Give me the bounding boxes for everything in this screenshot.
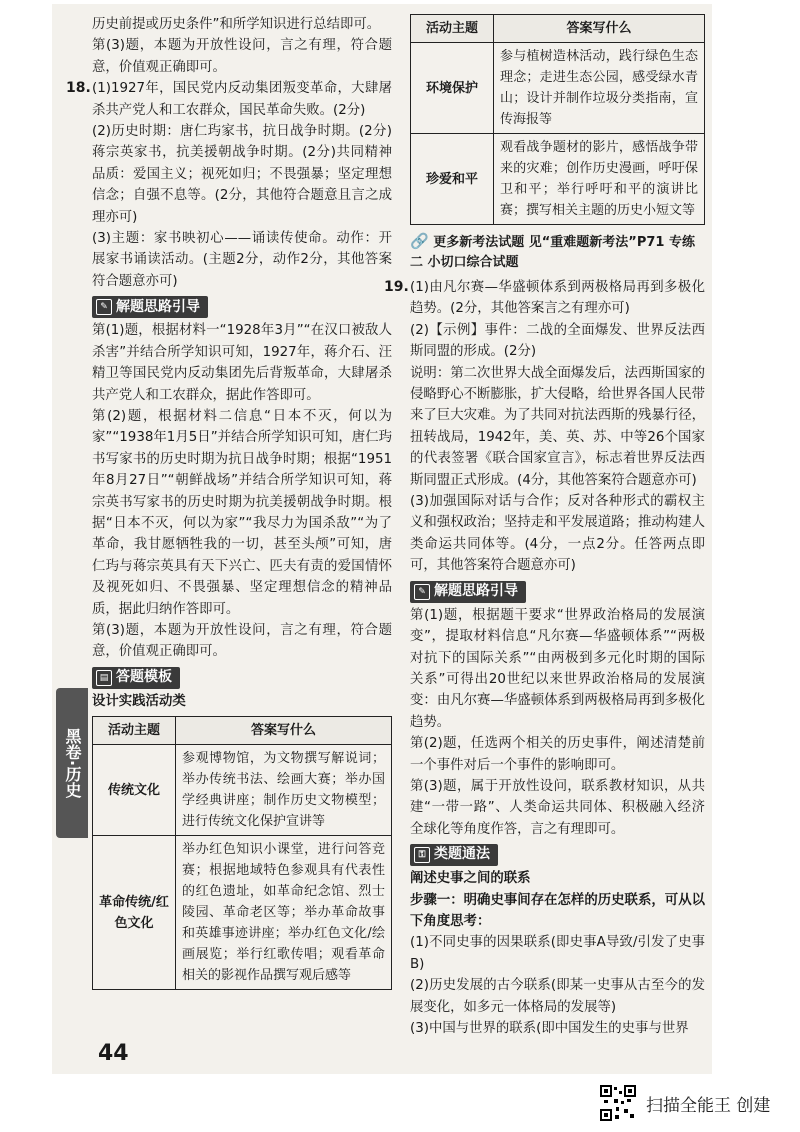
table-cell-answer: 参与植树造林活动，践行绿色生态理念；走进生态公园，感受绿水青山；设计并制作垃圾分类指南，宣传海报等 [494,43,705,134]
more-questions-text: 更多新考法试题 见“重难题新考法”P71 专练二 小切口综合试题 [410,235,695,270]
method-label: 类题通法 [434,846,490,863]
guide-paragraph-1: 第(1)题，根据题干要求“世界政治格局的发展演变”，提取材料信息“凡尔赛—华盛顿体系”“两极对抗下的国际关系”“由两极到多元化时期的国际关系”可得出20世纪以来世界政治格局的发展演变：由凡尔赛—华盛顿体系到两极格局再到多极化趋势。 [410,607,705,730]
watermark-text: 扫描全能王 创建 [646,1095,771,1116]
intro-paragraph-2: 第(3)题，本题为开放性设问，言之有理，符合题意，价值观正确即可。 [92,38,392,75]
table-cell-answer: 参观博物馆，为文物撰写解说词；举办传统书法、绘画大赛；举办国学经典讲座；制作历史文物模型；进行传统文化保护宣讲等 [176,745,392,836]
book-icon: ▤ [96,670,112,686]
side-tab: 黑卷·历史 [56,688,88,838]
q19-answer-1: (1)由凡尔赛—华盛顿体系到两极格局再到多极化趋势。(2分，其他答案言之有理亦可) [410,280,705,317]
table-row [93,836,392,990]
table-header-answer: 答案写什么 [494,15,705,43]
table-header-theme: 活动主题 [411,15,494,43]
template-header [92,667,180,689]
table-cell-answer: 观看战争题材的影片，感悟战争带来的灾难；创作历史漫画，呼吁保卫和平；举行呼吁和平的演讲比赛；撰写相关主题的历史小短文等 [494,134,705,225]
q18-answer-3: (3)主题：家书映初心——诵读传使命。动作：开展家书诵读活动。(主题2分，动作2分，其他答案符合题意亦可) [92,231,392,289]
guide-paragraph-2: 第(2)题，任选两个相关的历史事件，阐述清楚前一个事件对后一个事件的影响即可。 [410,736,705,773]
method-header [410,844,498,866]
qr-code-icon [600,1085,636,1121]
table-row [93,745,392,836]
intro-paragraph-1: 历史前提或历史条件”和所学知识进行总结即可。 [92,17,381,32]
table-row [411,43,705,134]
question-18-number: 18. [66,80,91,97]
q18-answer-2: (2)历史时期：唐仁玙家书，抗日战争时期。(2分)蒋宗英家书，抗美援朝战争时期。(2分)共同精神品质：爱国主义；视死如归；不畏强暴；坚定理想信念；自强不息等。(2分，其他符合题意且言之成理亦可) [92,124,392,225]
method-item-1: (1)不同史事的因果联系(即史事A导致/引发了史事B) [410,935,705,972]
right-column [384,14,705,1039]
q19-answer-2: (2)【示例】事件：二战的全面爆发、世界反法西斯同盟的形成。(2分) [410,322,705,360]
more-questions-note [410,231,705,273]
table-cell-theme: 环境保护 [411,43,494,134]
table-header-answer: 答案写什么 [176,717,392,745]
pencil-icon: ✎ [96,299,112,315]
guide-paragraph-3: 第(3)题，本题为开放性设问，言之有理，符合题意，价值观正确即可。 [92,622,392,660]
activity-table-left [92,716,392,990]
method-step: 步骤一：明确史事间存在怎样的历史联系，可从以下角度思考： [410,892,705,929]
table-row [411,134,705,225]
table-cell-theme: 珍爱和平 [411,134,494,225]
q19-answer-4: (3)加强国际对话与合作；反对各种形式的霸权主义和强权政治；坚持走和平发展道路；推动构建人类命运共同体等。(4分，一点2分。任答两点即可，其他答案符合题意亦可) [410,494,705,574]
table-cell-theme: 传统文化 [93,745,176,836]
question-19-number: 19. [384,279,409,295]
guide-header-right [410,581,526,603]
table-header-row [93,717,392,745]
activity-table-right [410,14,705,225]
pencil-icon: ✎ [414,584,430,600]
guide-label: 解题思路引导 [116,298,200,315]
guide-paragraph-1: 第(1)题，根据材料一“1928年3月”“在汉口被敌人杀害”并结合所学知识可知，1927年，蒋介石、汪精卫等国民党内反动集团先后背叛革命，大肆屠杀共产党人和工农群众，据此作答即可。 [92,323,392,403]
guide-paragraph-3: 第(3)题，属于开放性设问，联系教材知识，从共建“一带一路”、人类命运共同体、积极融入经济全球化等角度作答，言之有理即可。 [410,778,705,837]
key-icon: ⚿ [414,847,430,863]
method-item-2: (2)历史发展的古今联系(即某一史事从古至今的发展变化，如多元一体格局的发展等) [410,978,705,1015]
q19-answer-3: 说明：第二次世界大战全面爆发后，法西斯国家的侵略野心不断膨胀，扩大侵略，给世界各国人民带来了巨大灾难。为了共同对抗法西斯的残暴行径，扭转战局，1942年，美、英、苏、中等26个国家的代表签署《联合国家宣言》，标志着世界反法西斯同盟正式形成。(4分，其他答案符合题意亦可) [410,365,705,488]
question-19 [384,277,705,577]
table-cell-theme: 革命传统/红色文化 [93,836,176,990]
q18-answer-1: (1)1927年，国民党内反动集团叛变革命，大肆屠杀共产党人和工农群众，国民革命失败。(2分) [92,81,392,118]
table-cell-answer: 举办红色知识小课堂，进行问答竞赛；根据地域特色参观具有代表性的红色遗址，如革命纪念馆、烈士陵园、革命老区等；举办革命故事和英雄事迹讲座；举办红色文化/绘画展览；举行红歌传唱；观看革命相关的影视作品撰写观后感等 [176,836,392,990]
link-icon: 🔗 [410,232,429,250]
table-header-theme: 活动主题 [93,717,176,745]
template-label: 答题模板 [116,669,172,686]
page-number: 44 [98,1041,129,1066]
question-18 [66,78,392,292]
guide-paragraph-2: 第(2)题，根据材料二信息“日本不灭，何以为家”“1938年1月5日”并结合所学知识可知，唐仁玙书写家书的历史时期为抗日战争时期；根据“1951年8月27日”“朝鲜战场”并结合所学知识可知，蒋宗英书写家书的历史时期为抗美援朝战争时期。根据“日本不灭，何以为家”“我尽力为国杀敌”“为了革命，我甘愿牺牲我的一切，甚至头颅”可知，唐仁玙与蒋宗英具有天下兴亡、匹夫有责的爱国情怀及视死如归、不畏强暴、坚定理想信念的精神品质，据此归纳作答即可。 [92,408,392,617]
guide-label: 解题思路引导 [434,582,518,599]
method-item-3: (3)中国与世界的联系(即中国发生的史事与世界 [410,1021,689,1036]
table-header-row [411,15,705,43]
scanner-watermark [600,1085,770,1121]
method-title: 阐述史事之间的联系 [410,871,531,887]
template-title: 设计实践活动类 [92,693,186,709]
guide-header-left [92,296,208,318]
